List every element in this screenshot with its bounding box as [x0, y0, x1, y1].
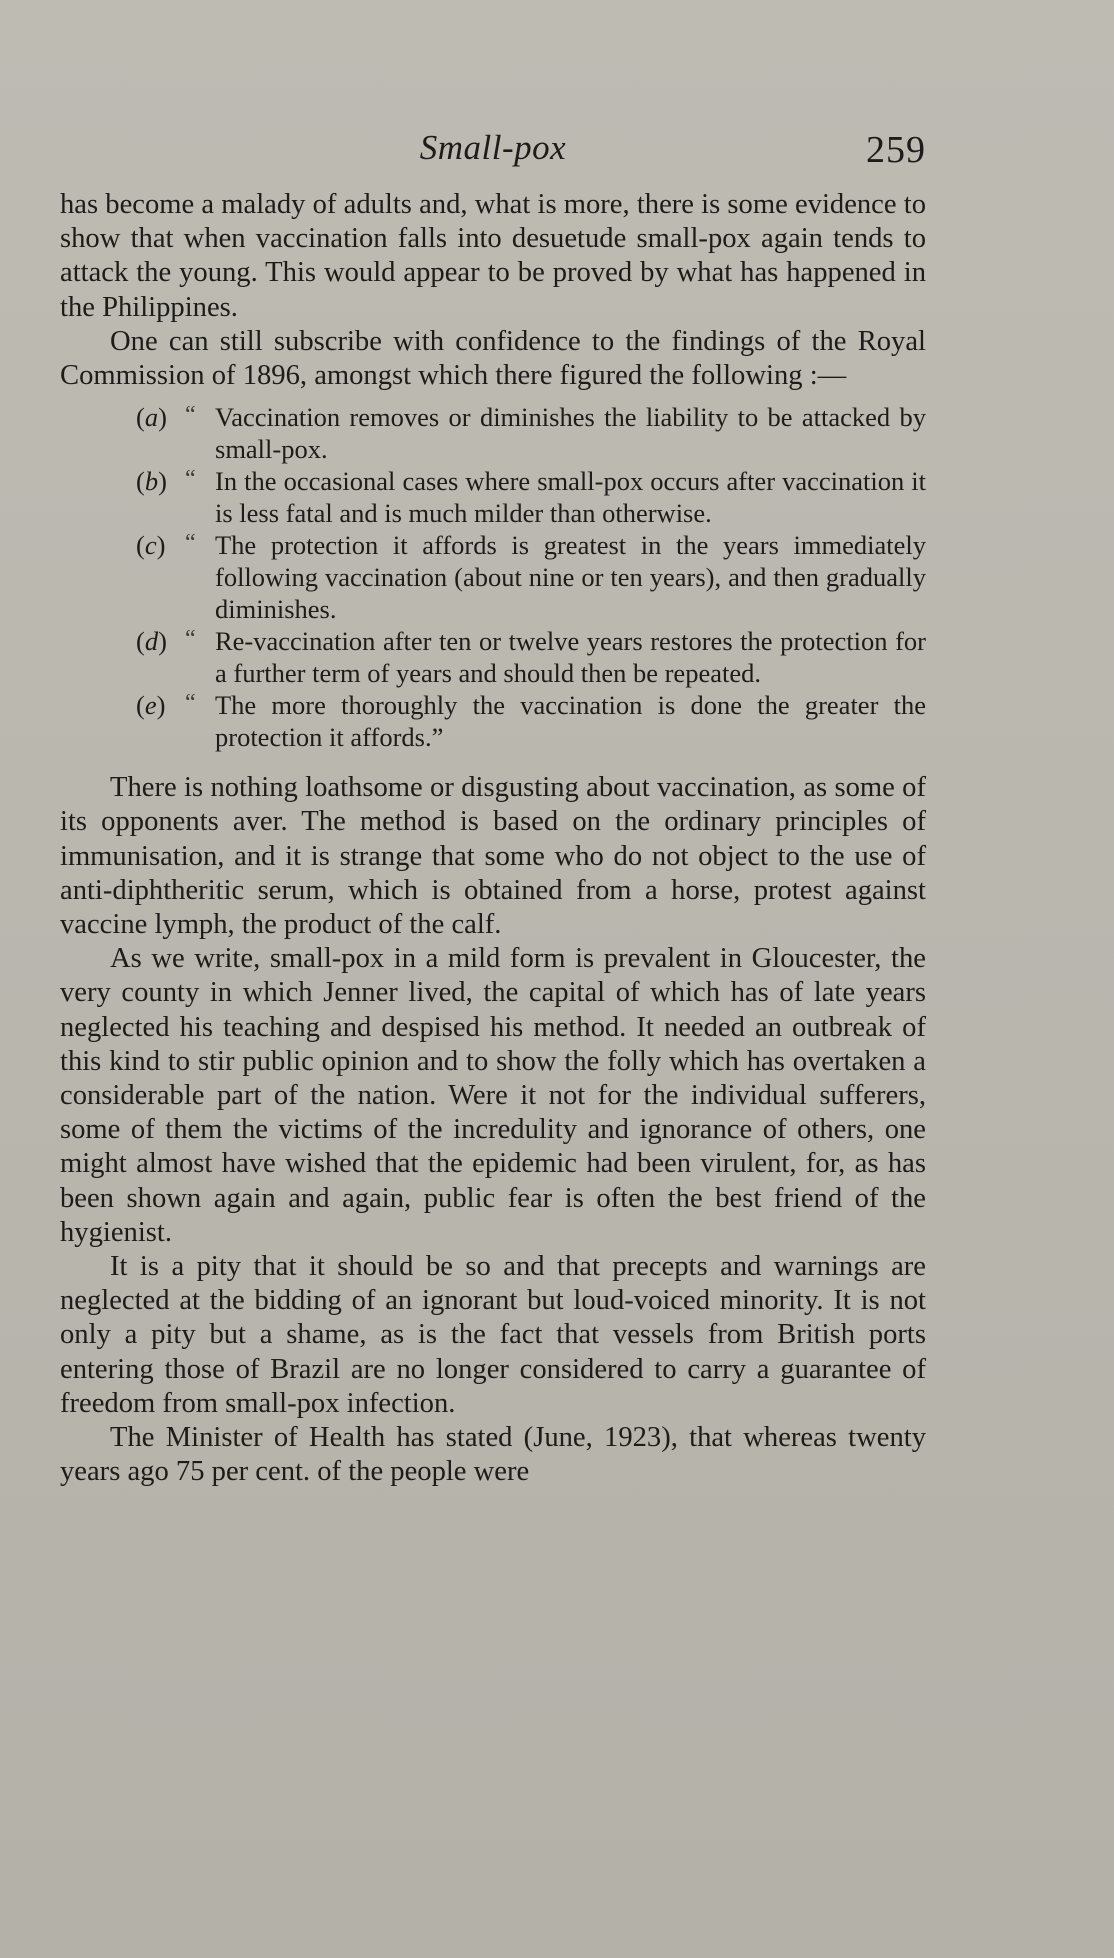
open-quote-mark: “: [185, 530, 196, 557]
paragraph-pity: It is a pity that it should be so and that precepts and warnings are neglected at the bidding of an ignorant but loud-voiced minority. It is not only a pity but a shame, as is the fact that vessels from British ports entering those of Brazil are no longer considered to carry a guarantee of freedom from small-pox infection.: [60, 1251, 926, 1419]
body-text: [60, 188, 926, 1489]
paragraph-gloucester: As we write, small-pox in a mild form is prevalent in Gloucester, the very county in which Jenner lived, the capital of which has of late years neglected his teaching and despised his method. It needed an outbreak of this kind to stir public opinion and to show the folly which has overtaken a considerable part of the nation. Were it not for the individual sufferers, some of them the victims of the incredulity and ignorance of others, one might almost have wished that the epidemic had been virulent, for, as has been shown again and again, public fear is often the best friend of the hygienist.: [60, 943, 926, 1248]
finding-item-d: [60, 625, 926, 689]
finding-text: In the occasional cases where small-pox occurs after vaccination it is less fatal and is much milder than otherwise.: [215, 466, 926, 529]
finding-text: Vaccination removes or diminishes the liability to be attacked by small-pox.: [215, 402, 926, 465]
finding-label: (d): [136, 626, 167, 657]
finding-text: The protection it affords is greatest in the years immediately following vaccination (about nine or ten years), and then gradually diminishes.: [215, 530, 926, 625]
finding-item-b: [60, 465, 926, 529]
finding-item-c: [60, 529, 926, 625]
open-quote-mark: “: [185, 690, 196, 717]
finding-item-e: [60, 689, 926, 753]
paragraph-vaccination: There is nothing loathsome or disgusting about vaccination, as some of its opponents aver. The method is based on the ordinary principles of immunisation, and it is strange that some who do not object to the use of anti-diphtheritic serum, which is obtained from a horse, protest against vaccine lymph, the product of the calf.: [60, 772, 926, 941]
finding-label: (e): [136, 690, 166, 721]
finding-text: The more thoroughly the vaccination is done the greater the protection it affords.”: [215, 690, 926, 753]
running-head: Small-pox: [419, 128, 567, 167]
open-quote-mark: “: [185, 402, 196, 429]
paragraph-continuation: has become a malady of adults and, what is more, there is some evidence to show that when vaccination falls into desuetude small-pox again tends to attack the young. This would appear to be proved by what has happened in the Philippines.: [60, 189, 926, 323]
finding-item-a: [60, 401, 926, 465]
findings-list: [60, 401, 926, 753]
paragraph-royal-commission: One can still subscribe with confidence to the findings of the Royal Commission of 1896, amongst which there figured the following :—: [60, 325, 926, 392]
page-number: 259: [866, 129, 926, 171]
paragraph-minister: The Minister of Health has stated (June, 1923), that whereas twenty years ago 75 per cent. of the people were: [60, 1422, 926, 1488]
open-quote-mark: “: [185, 626, 196, 653]
finding-text: Re-vaccination after ten or twelve years restores the protection for a further term of years and should then be repeated.: [215, 626, 926, 689]
open-quote-mark: “: [185, 466, 196, 493]
finding-label: (a): [136, 402, 167, 433]
finding-label: (b): [136, 466, 167, 497]
page-header: [60, 120, 926, 180]
finding-label: (c): [136, 530, 166, 561]
